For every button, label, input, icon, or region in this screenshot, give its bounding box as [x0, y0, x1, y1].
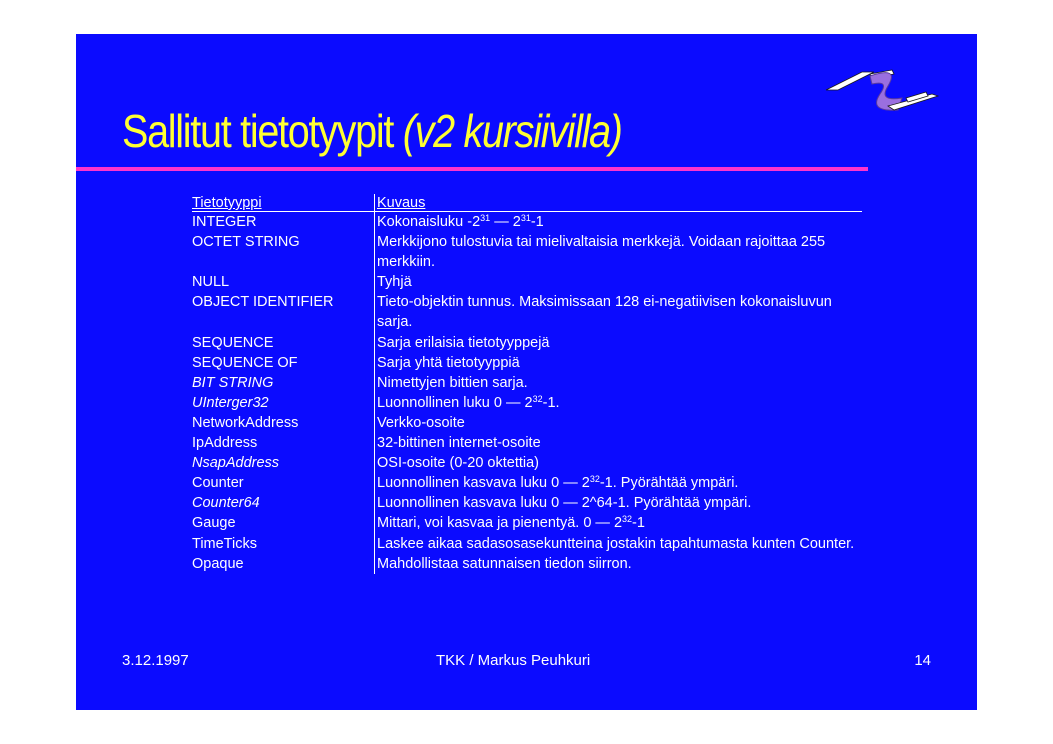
- header-type: Tietotyyppi: [192, 194, 374, 212]
- table-row: Counter64 Luonnollinen kasvava luku 0 — 2^64-1. Pyörähtää ympäri.: [192, 493, 862, 513]
- table-row: OCTET STRING Merkkijono tulostuvia tai mielivaltaisia merkkejä. Voidaan rajoittaa 255 merkkiin.: [192, 232, 862, 272]
- table-row: NsapAddress OSI-osoite (0-20 oktettia): [192, 453, 862, 473]
- page-number: 14: [914, 652, 931, 669]
- table-row: TimeTicks Laskee aikaa sadasosasekuntteina jostakin tapahtumasta kunten Counter.: [192, 534, 862, 554]
- footer-author: TKK / Markus Peuhkuri: [436, 652, 591, 669]
- footer-date: 3.12.1997: [122, 652, 189, 669]
- tkk-logo-icon: [822, 64, 942, 116]
- table-row: SEQUENCE OF Sarja yhtä tietotyyppiä: [192, 353, 862, 373]
- table-row: Counter Luonnollinen kasvava luku 0 — $2^{32}-1$. Pyörähtää ympäri.: [192, 473, 862, 493]
- slide: [76, 34, 977, 710]
- title-italic: (v2 kursiivilla): [402, 105, 622, 157]
- table-header: [192, 194, 862, 212]
- title-divider: [76, 167, 868, 171]
- table-row: UInterger32 Luonnollinen luku 0 — $2^{32}-1$.: [192, 393, 862, 413]
- table-row: NULL Tyhjä: [192, 272, 862, 292]
- table-row: IpAddress 32-bittinen internet-osoite: [192, 433, 862, 453]
- table-row: NetworkAddress Verkko-osoite: [192, 413, 862, 433]
- header-desc: Kuvaus: [374, 194, 862, 212]
- page-title: Sallitut tietotyypit (v2 kursiivilla): [122, 105, 622, 157]
- table-row: SEQUENCE Sarja erilaisia tietotyyppejä: [192, 333, 862, 353]
- table-row: INTEGER Kokonaisluku $-2^{31}$ — $2^{31}-1$: [192, 212, 862, 232]
- table-row: OBJECT IDENTIFIER Tieto-objektin tunnus. Maksimissaan 128 ei-negatiivisen kokonaisluvun sarja.: [192, 292, 862, 332]
- table-row: Gauge Mittari, voi kasvaa ja pienentyä. 0 — $2^{32}-1$: [192, 513, 862, 533]
- table-row: Opaque Mahdollistaa satunnaisen tiedon siirron.: [192, 554, 862, 574]
- table-row: BIT STRING Nimettyjen bittien sarja.: [192, 373, 862, 393]
- datatype-table: [192, 194, 862, 574]
